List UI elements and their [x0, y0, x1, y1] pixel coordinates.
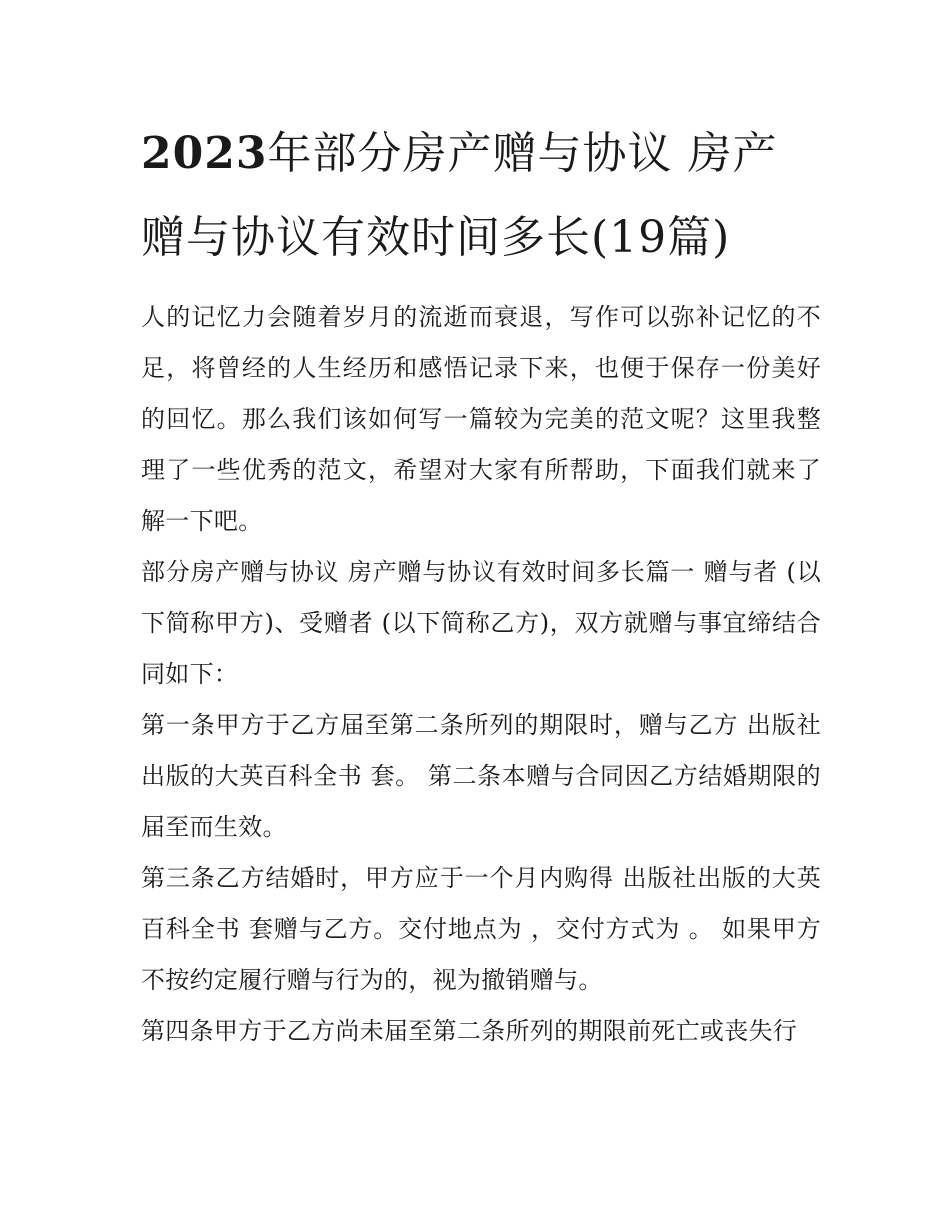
- document-page: [141, 112, 821, 1057]
- title-text: 年部分房产赠与协议 房产赠与协议有效时间多长(19篇): [141, 128, 778, 263]
- document-title: [141, 112, 821, 280]
- paragraph-article-3: 第三条乙方结婚时，甲方应于一个月内购得 出版社出版的大英百科全书 套赠与乙方。交付地点为 ，交付方式为 。 如果甲方不按约定履行赠与行为的，视为撤销赠与。: [141, 864, 821, 994]
- paragraph-article-4: 第四条甲方于乙方尚未届至第二条所列的期限前死亡或丧失行: [141, 1017, 798, 1045]
- paragraph-contract-intro: 部分房产赠与协议 房产赠与协议有效时间多长篇一 赠与者 (以下简称甲方)、受赠者 (以下简称乙方)，双方就赠与事宜缔结合同如下：: [141, 558, 821, 688]
- paragraph-article-1: 第一条甲方于乙方届至第二条所列的期限时，赠与乙方 出版社出版的大英百科全书 套。 第二条本赠与合同因乙方结婚期限的届至而生效。: [141, 711, 821, 841]
- paragraph-intro: 人的记忆力会随着岁月的流逝而衰退，写作可以弥补记忆的不足，将曾经的人生经历和感悟记录下来，也便于保存一份美好的回忆。那么我们该如何写一篇较为完美的范文呢？这里我整理了一些优秀的范文，希望对大家有所帮助，下面我们就来了解一下吧。: [141, 303, 821, 535]
- title-year: 2023: [141, 128, 268, 179]
